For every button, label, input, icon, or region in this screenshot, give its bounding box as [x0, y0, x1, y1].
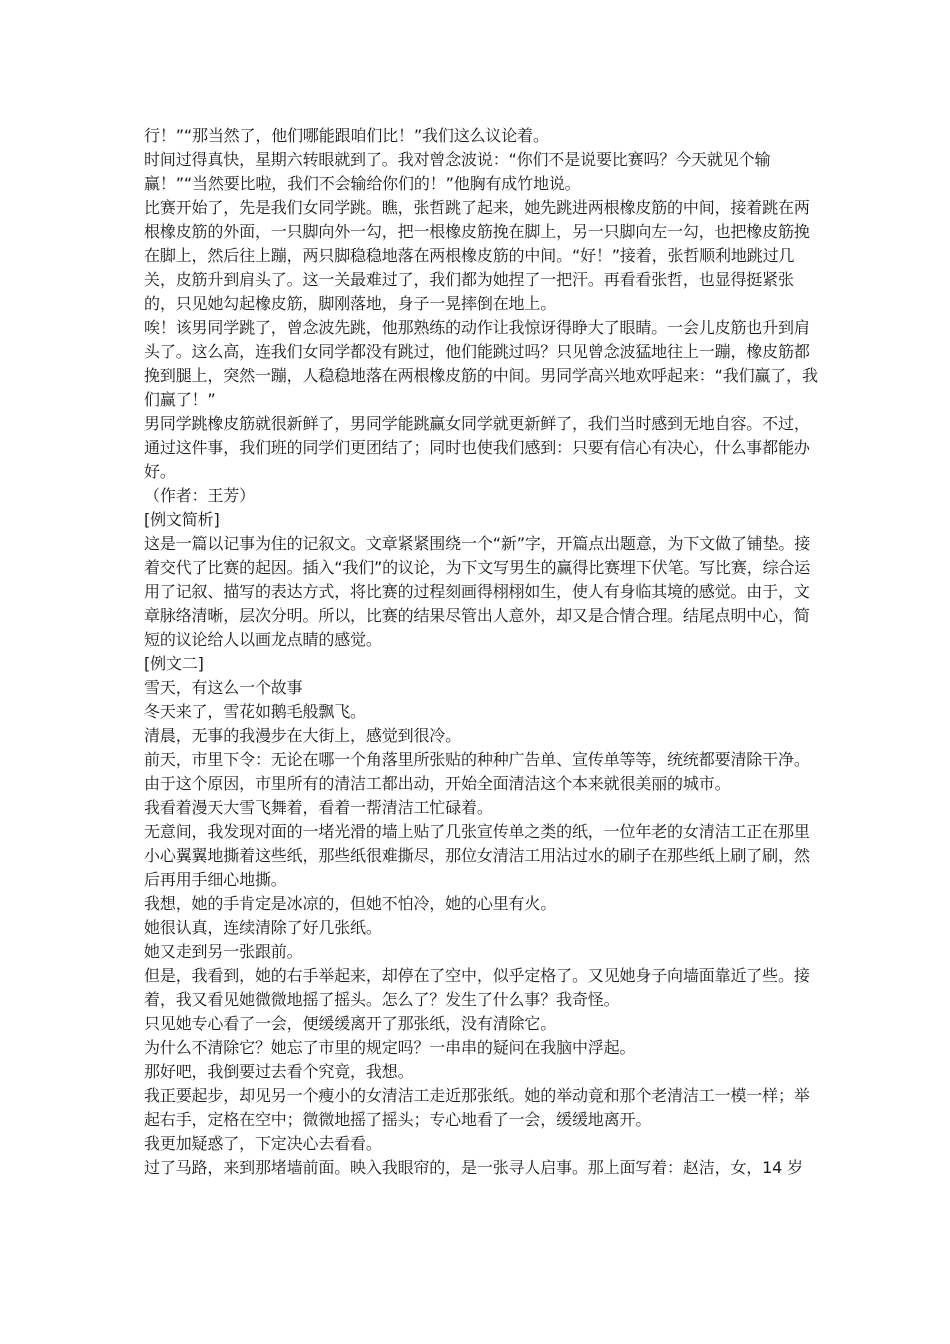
paragraph: 但是，我看到，她的右手举起来，却停在了空中，似乎定格了。又见她身子向墙面靠近了些。接着，我又看见她微微地摇了摇头。怎么了？发生了什么事？我奇怪。: [144, 966, 810, 1009]
author-line: （作者：王芳）: [144, 486, 255, 505]
paragraph: 前天，市里下令：无论在哪一个角落里所张贴的种种广告单、宣传单等等，统统都要清除干净。由于这个原因，市里所有的清洁工都出动，开始全面清洁这个本来就很美丽的城市。: [144, 750, 810, 793]
document-body: [144, 124, 824, 1180]
essay-title: 雪天，有这么一个故事: [144, 678, 303, 697]
paragraph: 那好吧，我倒要过去看个究竟，我想。: [144, 1062, 414, 1081]
paragraph: 清晨，无事的我漫步在大街上，感觉到很冷。: [144, 726, 462, 745]
paragraph: 她很认真，连续清除了好几张纸。: [144, 918, 382, 937]
section-heading: [例文简析]: [144, 510, 220, 529]
paragraph: 她又走到另一张跟前。: [144, 942, 303, 961]
paragraph: 行！”“那当然了，他们哪能跟咱们比！”我们这么议论着。: [144, 126, 549, 145]
paragraph: 我想，她的手肯定是冰凉的，但她不怕冷，她的心里有火。: [144, 894, 557, 913]
paragraph: 唉！该男同学跳了，曾念波先跳，他那熟练的动作让我惊讶得睁大了眼睛。一会儿皮筋也升到肩头了。这么高，连我们女同学都没有跳过，他们能跳过吗？只见曾念波猛地往上一蹦，橡皮筋都挽到腿上，突然一蹦，人稳稳地落在两根橡皮筋的中间。男同学高兴地欢呼起来：“我们赢了，我们赢了！”: [144, 318, 818, 409]
paragraph: 我正要起步，却见另一个瘦小的女清洁工走近那张纸。她的举动竟和那个老清洁工一模一样；举起右手，定格在空中；微微地摇了摇头；专心地看了一会，缓缓地离开。: [144, 1086, 810, 1129]
paragraph: 我更加疑惑了，下定决心去看看。: [144, 1134, 382, 1153]
paragraph: 男同学跳橡皮筋就很新鲜了，男同学能跳赢女同学就更新鲜了，我们当时感到无地自容。不过，通过这件事，我们班的同学们更团结了；同时也使我们感到：只要有信心有决心，什么事都能办好。: [144, 414, 810, 481]
section-heading: [例文二]: [144, 654, 204, 673]
paragraph: 过了马路，来到那堵墙前面。映入我眼帘的，是一张寻人启事。那上面写着：赵洁，女，14 岁: [144, 1158, 803, 1177]
paragraph: 我看着漫天大雪飞舞着，看着一帮清洁工忙碌着。: [144, 798, 493, 817]
paragraph: 冬天来了，雪花如鹅毛般飘飞。: [144, 702, 366, 721]
paragraph: 这是一篇以记事为住的记叙文。文章紧紧围绕一个“新”字，开篇点出题意，为下文做了铺垫。接着交代了比赛的起因。插入“我们”的议论，为下文写男生的赢得比赛埋下伏笔。写比赛，综合运用了记叙、描写的表达方式，将比赛的过程刻画得栩栩如生，使人有身临其境的感觉。由于，文章脉络清晰，层次分明。所以，比赛的结果尽管出人意外，却又是合情合理。结尾点明中心，简短的议论给人以画龙点睛的感觉。: [144, 534, 811, 649]
paragraph: 只见她专心看了一会，便缓缓离开了那张纸，没有清除它。: [144, 1014, 557, 1033]
paragraph: 无意间，我发现对面的一堵光滑的墙上贴了几张宣传单之类的纸，一位年老的女清洁工正在那里小心翼翼地撕着这些纸，那些纸很难撕尽，那位女清洁工用沾过水的刷子在那些纸上刷了刷，然后再用手细心地撕。: [144, 822, 810, 889]
paragraph: 比赛开始了，先是我们女同学跳。瞧，张哲跳了起来，她先跳进两根橡皮筋的中间，接着跳在两根橡皮筋的外面，一只脚向外一勾，把一根橡皮筋挽在脚上，另一只脚向左一勾，也把橡皮筋挽在脚上，然后往上蹦，两只脚稳稳地落在两根橡皮筋的中间。“好！”接着，张哲顺利地跳过几关，皮筋升到肩头了。这一关最难过了，我们都为她捏了一把汗。再看看张哲，也显得挺紧张的，只见她勾起橡皮筋，脚刚落地，身子一晃摔倒在地上。: [144, 198, 810, 313]
paragraph: 时间过得真快，星期六转眼就到了。我对曾念波说：“你们不是说要比赛吗？今天就见个输赢！”“当然要比啦，我们不会输给你们的！”他胸有成竹地说。: [144, 150, 771, 193]
paragraph: 为什么不清除它？她忘了市里的规定吗？一串串的疑问在我脑中浮起。: [144, 1038, 636, 1057]
